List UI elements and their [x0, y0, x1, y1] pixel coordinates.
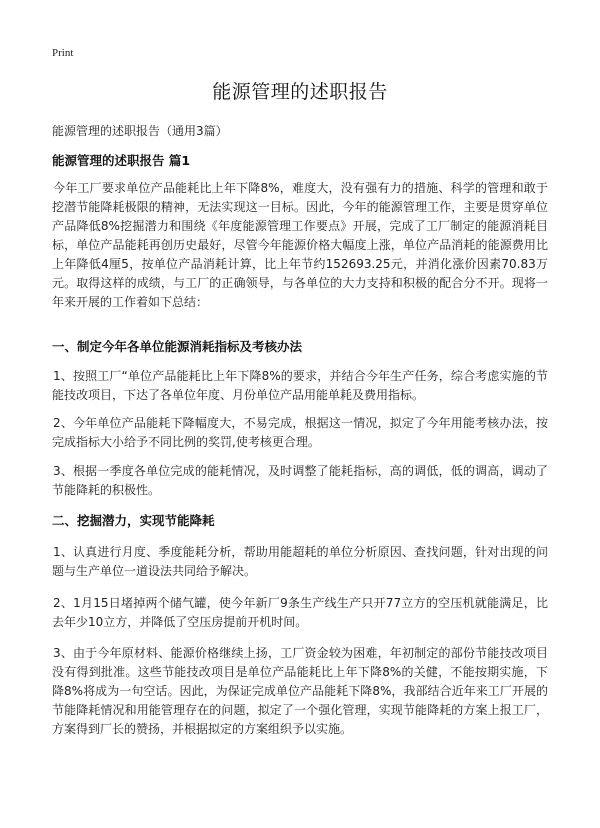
section-1-heading: 一、制定今年各单位能源消耗指标及考核办法	[52, 339, 303, 354]
section-1-paragraph-2: 2、今年单位产品能耗下降幅度大，不易完成，根据这一情况，拟定了今年用能考核办法，按完成指标大小给予不同比例的奖罚,使考核更合理。	[52, 416, 548, 449]
section-1-paragraph-1: 1、按照工厂“单位产品能耗比上年下降8%的要求，并结合今年生产任务，综合考虑实施的节能技改项目，下达了各单位年度、月份单位产品用能单耗及费用指标。	[52, 369, 548, 402]
section-2-heading: 二、挖掘潜力，实现节能降耗	[52, 513, 215, 528]
section-1-paragraph-3: 3、根据一季度各单位完成的能耗情况，及时调整了能耗指标，高的调低，低的调高，调动了节能降耗的积极性。	[52, 464, 548, 497]
print-label[interactable]: Print	[52, 47, 74, 59]
section-2-paragraph-3: 3、由于今年原材料、能源价格继续上扬，工厂资金较为困难，年初制定的部份节能技改项目没有得到批准。这些节能技改项目是单位产品能耗比上年下降8%的关健，不能按期实施，下降8%将成为一句空话。因此，为保证完成单位产品能耗下降8%，我部结合近年来工厂开展的节能降耗情况和用能管理存在的问题，拟定了一个强化管理，实现节能降耗的方案上报工厂，方案得到厂长的赞扬，并根据拟定的方案组织予以实施。	[52, 646, 548, 736]
page-title: 能源管理的述职报告	[212, 81, 388, 103]
article-heading: 能源管理的述职报告 篇1	[52, 153, 191, 168]
intro-paragraph: 今年工厂要求单位产品能耗比上年下降8%，难度大，没有强有力的措施、科学的管理和敢于挖潜节能降耗极限的精神，无法实现这一目标。因此，今年的能源管理工作，主要是贯穿单位产品降低8%挖掘潜力和围绕《年度能源管理工作要点》开展，完成了工厂制定的能源消耗目标，单位产品能耗再创历史最好，尽管今年能源价格大幅度上涨，单位产品消耗的能源费用比上年降低4厘5，按单位产品消耗计算，比上年节约152693.25元，并消化涨价因素70.83万元。取得这样的成绩，与工厂的正确领导，与各单位的大力支持和积极的配合分不开。现将一年来开展的工作着如下总结：	[52, 181, 548, 309]
document-subtitle: 能源管理的述职报告（通用3篇）	[52, 124, 228, 138]
section-2-paragraph-2: 2、1月15日堵掉两个储气罐，使今年新厂9条生产线生产只开77立方的空压机就能满足，比去年少10立方，并降低了空压房提前开机时间。	[52, 596, 548, 629]
section-2-paragraph-1: 1、认真进行月度、季度能耗分析，帮助用能超耗的单位分析原因、查找问题，针对出现的问题与生产单位一道设法共同给予解决。	[52, 545, 548, 578]
